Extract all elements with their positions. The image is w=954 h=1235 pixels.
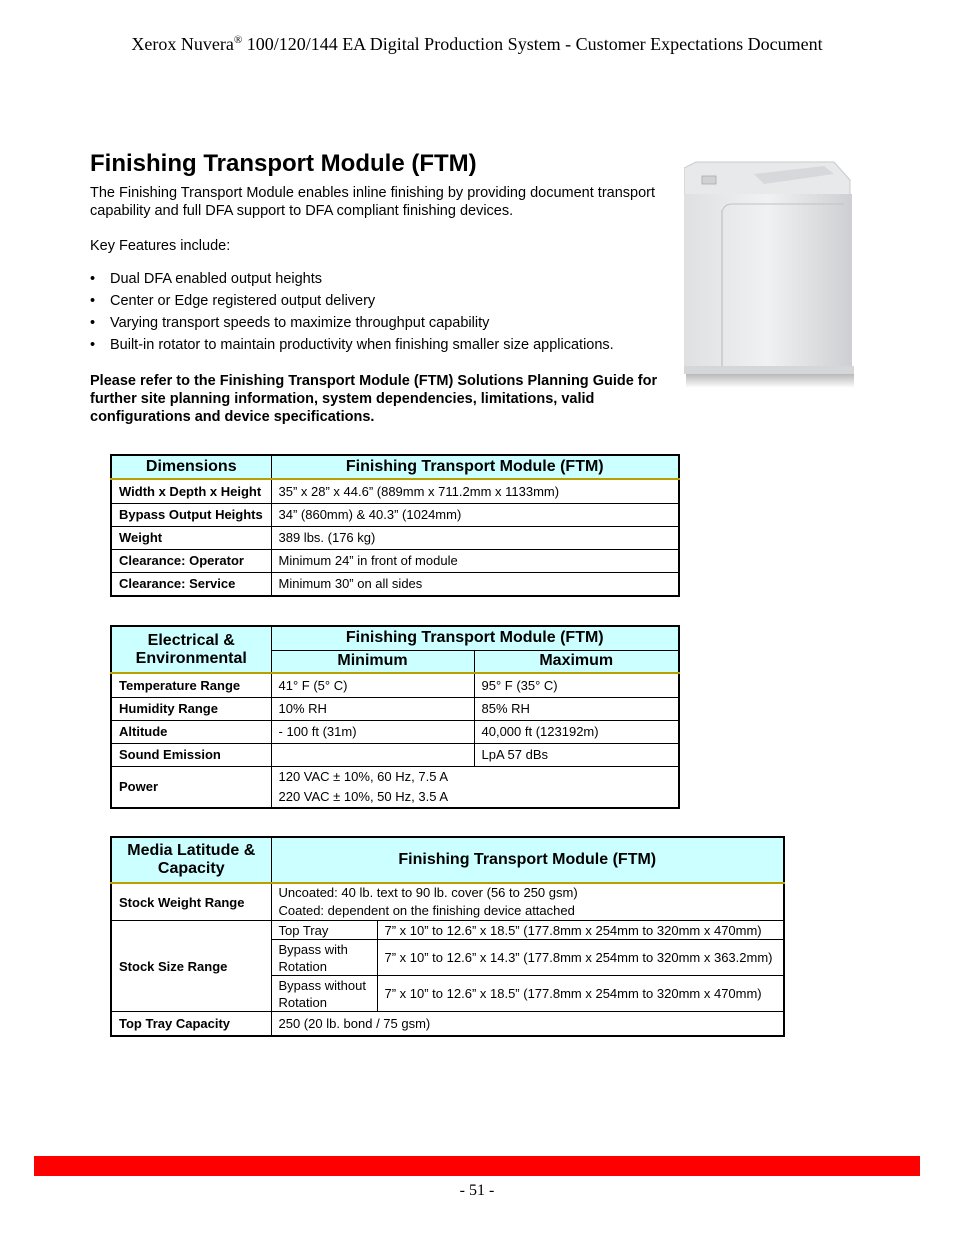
row-label: Weight	[111, 526, 271, 549]
electrical-environmental-table	[110, 625, 680, 809]
ftm-column-header: Finishing Transport Module (FTM)	[271, 837, 784, 883]
min-value: 10% RH	[271, 697, 474, 720]
table-row	[111, 743, 679, 766]
maximum-header: Maximum	[474, 650, 679, 673]
power-line: 220 VAC ± 10%, 50 Hz, 3.5 A	[278, 788, 448, 804]
max-value: 40,000 ft (123192m)	[474, 720, 679, 743]
feature-list	[90, 270, 614, 358]
table-row	[111, 526, 679, 549]
row-label: Stock Weight Range	[111, 883, 271, 921]
min-value: - 100 ft (31m)	[271, 720, 474, 743]
stock-weight-value	[271, 883, 784, 921]
dimensions-table	[110, 454, 680, 597]
table-row	[111, 1012, 784, 1036]
size-value: 7” x 10” to 12.6” x 18.5” (177.8mm x 254mm to 320mm x 470mm)	[377, 976, 784, 1012]
minimum-header: Minimum	[271, 650, 474, 673]
row-label: Altitude	[111, 720, 271, 743]
row-value: 35” x 28” x 44.6” (889mm x 711.2mm x 1133mm)	[271, 479, 679, 503]
max-value: 95° F (35° C)	[474, 673, 679, 697]
registered-mark: ®	[233, 34, 243, 46]
table-row	[111, 479, 679, 503]
table-row	[111, 697, 679, 720]
media-header: Media Latitude & Capacity	[111, 837, 271, 883]
stock-weight-line: Uncoated: 40 lb. text to 90 lb. cover (56 to 250 gsm)	[278, 885, 578, 900]
ftm-column-header: Finishing Transport Module (FTM)	[271, 626, 679, 650]
table-row	[111, 549, 679, 572]
intro-paragraph: The Finishing Transport Module enables inline finishing by providing document transport capability and full DFA support to DFA compliant finishing devices.	[90, 185, 656, 219]
table-row	[111, 766, 679, 808]
feature-item: • Dual DFA enabled output heights	[90, 270, 614, 292]
row-label: Clearance: Service	[111, 572, 271, 596]
table-row	[111, 720, 679, 743]
header-title: 100/120/144 EA Digital Production System - Customer Expectations Document	[242, 34, 823, 54]
key-features-label: Key Features include:	[90, 238, 231, 254]
table-row	[111, 921, 784, 940]
size-subtype: Bypass without Rotation	[271, 976, 377, 1012]
power-value	[271, 766, 679, 808]
page-title: Finishing Transport Module (FTM)	[90, 150, 477, 177]
size-subtype: Bypass with Rotation	[271, 940, 377, 976]
max-value: LpA 57 dBs	[474, 743, 679, 766]
row-label: Humidity Range	[111, 697, 271, 720]
document-header	[0, 34, 954, 55]
electrical-header: Electrical & Environmental	[111, 626, 271, 673]
page-number: - 51 -	[459, 1182, 495, 1199]
row-label: Bypass Output Heights	[111, 503, 271, 526]
table-row	[111, 673, 679, 697]
media-latitude-table	[110, 836, 785, 1037]
table-row	[111, 883, 784, 921]
feature-item: • Built-in rotator to maintain productivity when finishing smaller size applications.	[90, 336, 614, 358]
row-label: Sound Emission	[111, 743, 271, 766]
power-line: 120 VAC ± 10%, 60 Hz, 7.5 A	[278, 768, 448, 784]
size-value: 7” x 10” to 12.6” x 18.5” (177.8mm x 254mm to 320mm x 470mm)	[377, 921, 784, 940]
dimensions-header: Dimensions	[111, 455, 271, 479]
row-value: Minimum 24” in front of module	[271, 549, 679, 572]
top-tray-value: 250 (20 lb. bond / 75 gsm)	[271, 1012, 784, 1036]
feature-item: • Center or Edge registered output delivery	[90, 292, 614, 314]
footer-bar	[34, 1156, 920, 1176]
feature-item: • Varying transport speeds to maximize throughput capability	[90, 314, 614, 336]
row-label: Width x Depth x Height	[111, 479, 271, 503]
row-label: Power	[111, 766, 271, 808]
header-brand: Xerox Nuvera	[131, 34, 234, 54]
table-row	[111, 503, 679, 526]
size-value: 7” x 10” to 12.6” x 14.3” (177.8mm x 254mm to 320mm x 363.2mm)	[377, 940, 784, 976]
row-value: 34” (860mm) & 40.3” (1024mm)	[271, 503, 679, 526]
size-subtype: Top Tray	[271, 921, 377, 940]
ftm-product-photo	[684, 160, 856, 392]
row-value: Minimum 30” on all sides	[271, 572, 679, 596]
row-value: 389 lbs. (176 kg)	[271, 526, 679, 549]
row-label: Clearance: Operator	[111, 549, 271, 572]
planning-guide-note: Please refer to the Finishing Transport Module (FTM) Solutions Planning Guide for further site planning information, system dependencies, limitations, valid configurations and device specifications.	[90, 373, 658, 425]
row-label: Top Tray Capacity	[111, 1012, 271, 1036]
table-row	[111, 572, 679, 596]
max-value: 85% RH	[474, 697, 679, 720]
row-label: Stock Size Range	[111, 921, 271, 1012]
stock-weight-line: Coated: dependent on the finishing device attached	[278, 903, 575, 918]
min-value: 41° F (5° C)	[271, 673, 474, 697]
row-label: Temperature Range	[111, 673, 271, 697]
min-value	[271, 743, 474, 766]
ftm-column-header: Finishing Transport Module (FTM)	[271, 455, 679, 479]
